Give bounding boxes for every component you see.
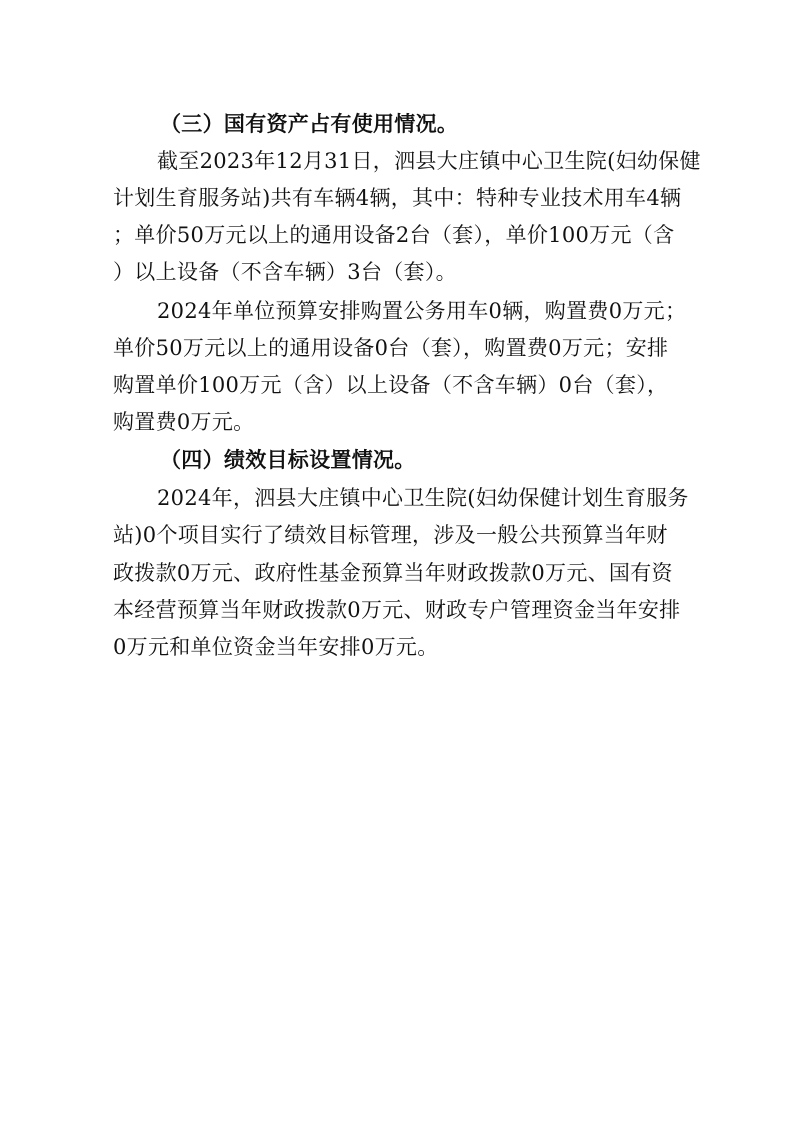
- paragraph-line: 2024年单位预算安排购置公务用车0辆，购置费0万元；: [157, 299, 687, 323]
- paragraph-line: 截至2023年12月31日，泗县大庄镇中心卫生院(妇幼保健: [157, 149, 701, 173]
- section-heading-assets: （三）国有资产占有使用情况。: [160, 112, 459, 136]
- paragraph-line: ）以上设备（不含车辆）3台（套）。: [113, 260, 457, 284]
- paragraph-line: 2024年，泗县大庄镇中心卫生院(妇幼保健计划生育服务: [157, 486, 689, 510]
- paragraph-line: 购置单价100万元（含）以上设备（不含车辆）0台（套），: [113, 373, 669, 397]
- paragraph-line: 0万元和单位资金当年安排0万元。: [113, 635, 439, 659]
- section-heading-performance: （四）绩效目标设置情况。: [160, 448, 416, 472]
- paragraph-line: 政拨款0万元、政府性基金预算当年财政拨款0万元、国有资: [113, 561, 673, 585]
- paragraph-line: ；单价50万元以上的通用设备2台（套），单价100万元（含: [113, 223, 675, 247]
- paragraph-line: 本经营预算当年财政拨款0万元、财政专户管理资金当年安排: [113, 598, 681, 622]
- paragraph-line: 单价50万元以上的通用设备0台（套），购置费0万元；安排: [113, 336, 669, 360]
- paragraph-line: 站)0个项目实行了绩效目标管理，涉及一般公共预算当年财: [113, 523, 668, 547]
- paragraph-line: 计划生育服务站)共有车辆4辆，其中：特种专业技术用车4辆: [113, 186, 682, 210]
- paragraph-line: 购置费0万元。: [113, 410, 255, 434]
